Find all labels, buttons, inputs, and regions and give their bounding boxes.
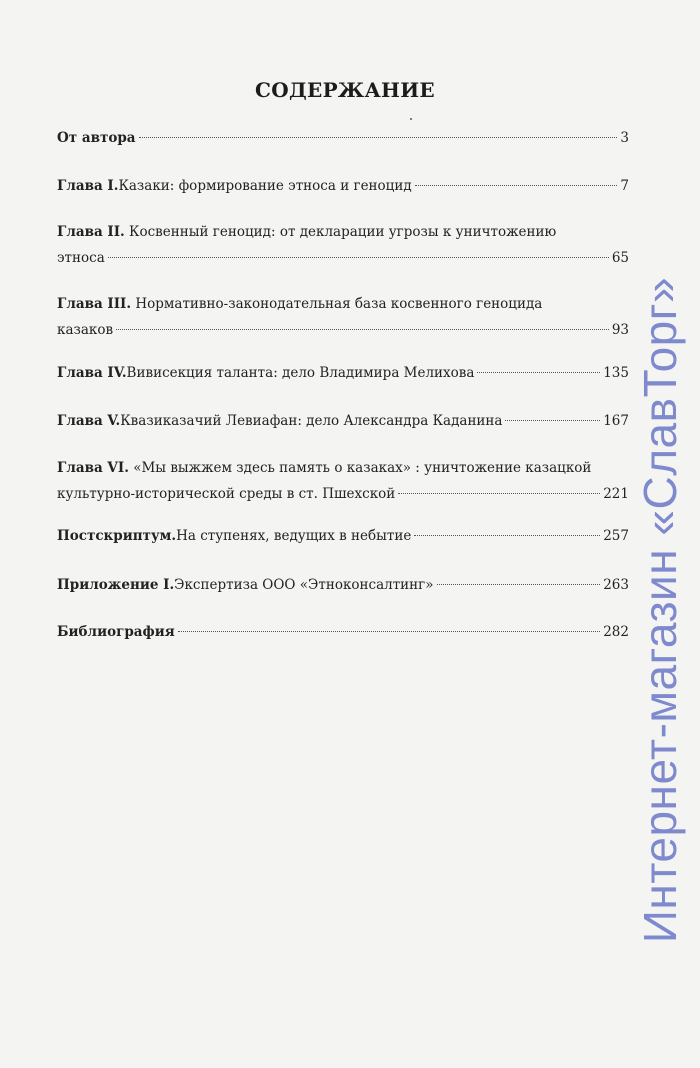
toc-entry-label: Глава V. bbox=[57, 413, 121, 429]
toc-entry bbox=[57, 219, 629, 271]
toc-entry bbox=[57, 455, 629, 507]
toc-entry-label: Библиография bbox=[57, 624, 175, 640]
toc-page-number: 167 bbox=[603, 413, 629, 429]
leader-dots bbox=[437, 584, 601, 585]
toc-entry-title: Косвенный геноцид: от декларации угрозы к уничтожению bbox=[129, 224, 557, 240]
toc-entry-label: Глава I. bbox=[57, 178, 119, 194]
leader-dots bbox=[414, 535, 600, 536]
toc-page-number: 257 bbox=[603, 528, 629, 544]
leader-dots bbox=[505, 420, 600, 421]
toc-page-number: 3 bbox=[620, 130, 629, 146]
toc-entry bbox=[57, 523, 629, 549]
toc-entry bbox=[57, 360, 629, 386]
store-watermark bbox=[628, 160, 692, 1060]
toc-entry-continuation: культурно-исторической среды в ст. Пшехской bbox=[57, 486, 396, 502]
toc-entry-continuation: казаков bbox=[57, 322, 114, 338]
toc-entry-label: Глава II. bbox=[57, 224, 125, 240]
leader-dots bbox=[108, 257, 609, 258]
toc-page-number: 221 bbox=[603, 486, 629, 502]
toc-entry-label: Приложение I. bbox=[57, 577, 175, 593]
toc-entry-title: «Мы выжжем здесь память о казаках» : уничтожение казацкой bbox=[133, 460, 592, 476]
toc-entry bbox=[57, 173, 629, 199]
toc-entry-title: Нормативно-законодательная база косвенного геноцида bbox=[135, 296, 543, 312]
toc-entry-label: Глава III. bbox=[57, 296, 132, 312]
toc-entry bbox=[57, 125, 629, 151]
toc-entry-title: Вивисекция таланта: дело Владимира Мелихова bbox=[126, 365, 475, 381]
print-speck bbox=[410, 118, 412, 120]
toc-page-number: 65 bbox=[611, 250, 629, 266]
leader-dots bbox=[415, 185, 618, 186]
toc-entry-title: Квазиказачий Левиафан: дело Александра Каданина bbox=[120, 413, 503, 429]
leader-dots bbox=[178, 631, 601, 632]
toc-entry-label: От автора bbox=[57, 130, 136, 146]
toc-entry bbox=[57, 572, 629, 598]
toc-entry-title: Казаки: формирование этноса и геноцид bbox=[118, 178, 412, 194]
toc-entry-continuation: этноса bbox=[57, 250, 105, 266]
toc-entry-label: Постскриптум. bbox=[57, 528, 177, 544]
toc-page-number: 135 bbox=[603, 365, 629, 381]
page-title: СОДЕРЖАНИЕ bbox=[255, 78, 435, 102]
toc-entry-label: Глава VI. bbox=[57, 460, 129, 476]
leader-dots bbox=[398, 493, 600, 494]
toc-entry bbox=[57, 619, 629, 645]
leader-dots bbox=[477, 372, 600, 373]
toc-entry-title: Экспертиза ООО «Этноконсалтинг» bbox=[174, 577, 434, 593]
toc-page-number: 7 bbox=[620, 178, 629, 194]
watermark-text: Интернет-магазин «СлавТорг» bbox=[634, 276, 686, 944]
toc-page-number: 263 bbox=[603, 577, 629, 593]
toc-page-number: 93 bbox=[611, 322, 629, 338]
toc-entry-title: На ступенях, ведущих в небытие bbox=[176, 528, 412, 544]
toc-entry bbox=[57, 291, 629, 343]
leader-dots bbox=[116, 329, 609, 330]
toc-entry-label: Глава IV. bbox=[57, 365, 127, 381]
toc-entry bbox=[57, 408, 629, 434]
leader-dots bbox=[139, 137, 618, 138]
toc-page-number: 282 bbox=[603, 624, 629, 640]
